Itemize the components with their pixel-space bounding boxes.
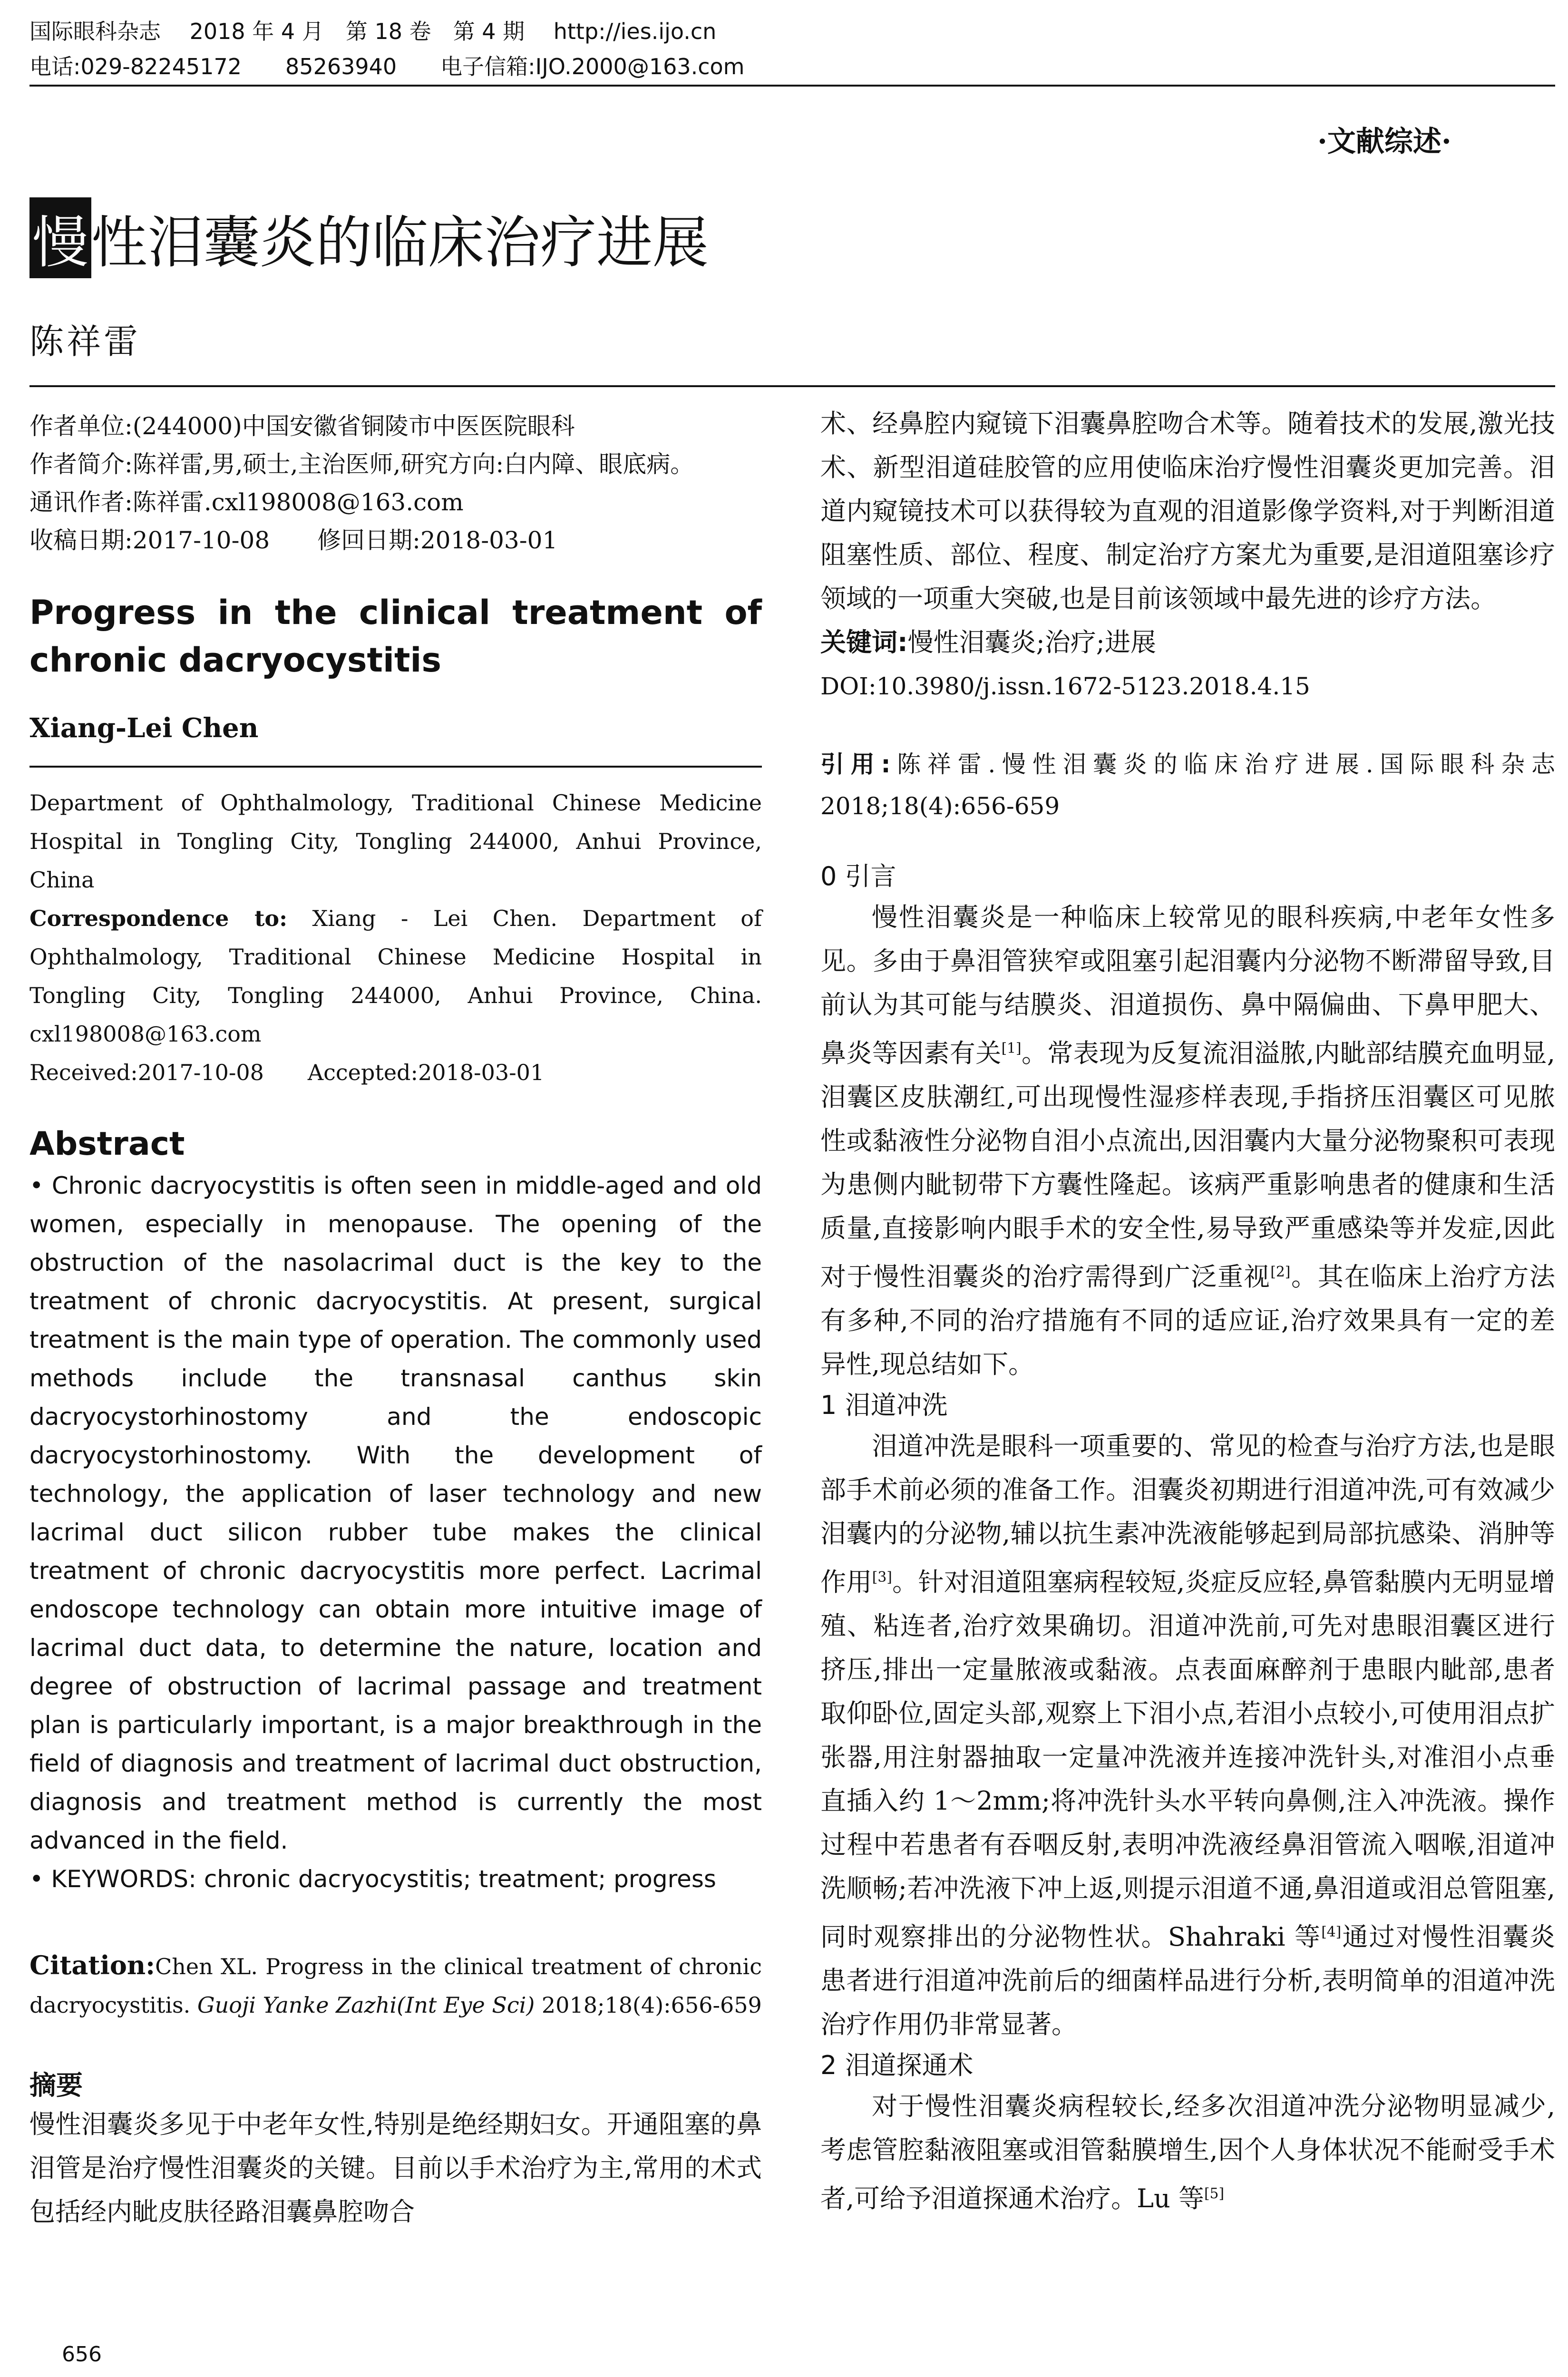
author-cn: 陈祥雷 (29, 321, 141, 361)
correspondence-en-text: Xiang - Lei Chen. Department of Ophthalmology, Traditional Chinese Medicine Hospital in Tongling City, Tongling 244000, Anhui Province, China. cxl198008@163.com (29, 906, 762, 1047)
dates-cn: 收稿日期:2017-10-08 修回日期:2018-03-01 (29, 526, 558, 554)
author-en: Xiang-Lei Chen (29, 712, 259, 744)
para-text: 通过对慢性泪囊炎患者进行泪道冲洗前后的细菌样品进行分析,表明简单的泪道冲洗治疗作用仍非常显著。 (820, 1922, 1555, 2039)
para-text: 对于慢性泪囊炎病程较长,经多次泪道冲洗分泌物明显减少,考虑管腔黏液阻塞或泪管黏膜增生,因个人身体状况不能耐受手术者,可给予泪道探通术治疗。Lu 等 (820, 2091, 1555, 2213)
body-sections (820, 857, 1555, 2221)
citation-en-label: Citation: (29, 1950, 156, 1980)
citation-en-journal: Guoji Yanke Zazhi(Int Eye Sci) (197, 1992, 535, 2018)
citation-ref: [2] (1270, 1264, 1291, 1280)
dept-en: Department of Ophthalmology, Traditional Chinese Medicine Hospital in Tongling City, Tongling 244000, Anhui Province, China (29, 790, 762, 893)
correspondence-en (29, 899, 762, 1053)
citation-en (29, 1946, 762, 2025)
zhaiyao-heading: 摘要 (29, 2070, 83, 2101)
citation-cn (820, 743, 1555, 827)
citation-cn-label: 引用: (820, 750, 891, 778)
meta-cn (29, 407, 762, 559)
para-text: 泪道冲洗是眼科一项重要的、常见的检查与治疗方法,也是眼部手术前必须的准备工作。泪囊炎初期进行泪道冲洗,可有效减少泪囊内的分泌物,辅以抗生素冲洗液能够起到局部抗感染、消肿等作用 (820, 1431, 1555, 1597)
abstract-text: • Chronic dacryocystitis is often seen in middle-aged and old women, especially in menopause. The opening of the obstruction of the nasolacrimal duct is the key to the treatment of chronic dacryocystitis. At present, surgical treatment is the main type of operation. The commonly used methods include the transnasal canthus skin dacryocystorhinostomy and the endoscopic dacryocystorhinostomy. With the development of technology, the application of laser technology and new lacrimal duct silicon rubber tube makes the clinical treatment of chronic dacryocystitis more perfect. Lacrimal endoscope technology can obtain more intuitive image of lacrimal duct data, to determine the nature, location and degree of obstruction of lacrimal passage and treatment plan is particularly important, is a major breakthrough in the field of diagnosis and treatment of lacrimal duct obstruction, diagnosis and treatment method is currently the most advanced in the field. (29, 1172, 762, 1854)
para-text: 慢性泪囊炎是一种临床上较常见的眼科疾病,中老年女性多见。多由于鼻泪管狭窄或阻塞引起泪囊内分泌物不断滞留导致,目前认为其可能与结膜炎、泪道损伤、鼻中隔偏曲、下鼻甲肥大、鼻炎等因素有关 (820, 902, 1555, 1068)
keywords-cn-label: 关键词: (820, 627, 908, 657)
author-bio-cn: 作者简介:陈祥雷,男,硕士,主治医师,研究方向:白内障、眼底病。 (29, 450, 694, 478)
citation-en-text-a: Chen XL. Progress in the clinical treatment of chronic dacryocystitis. (29, 1954, 762, 2018)
doi: DOI:10.3980/j.issn.1672-5123.2018.4.15 (820, 672, 1310, 700)
section-0 (820, 857, 1555, 1386)
citation-ref: [5] (1204, 2185, 1225, 2202)
citation-ref: [3] (872, 1569, 892, 1586)
para-text: 。常表现为反复流泪溢脓,内眦部结膜充血明显,泪囊区皮肤潮红,可出现慢性湿疹样表现,手指挤压泪囊区可见脓性或黏液性分泌物自泪小点流出,因泪囊内大量分泌物聚积可表现为患侧内眦韧带下方囊性隆起。该病严重影响患者的健康和生活质量,直接影响内眼手术的安全性,易导致严重感染等并发症,因此对于慢性泪囊炎的治疗需得到广泛重视 (820, 1038, 1555, 1292)
journal-header-line1: 国际眼科杂志 2018 年 4 月 第 18 卷 第 4 期 http://ies.ijo.cn (29, 19, 717, 44)
citation-en-text-b: 2018;18(4):656-659 (535, 1992, 762, 2018)
para-text: 。其在临床上治疗方法有多种,不同的治疗措施有不同的适应证,治疗效果具有一定的差异性,现总结如下。 (820, 1262, 1556, 1379)
section-heading: 1 泪道冲洗 (820, 1390, 948, 1420)
page-title (29, 197, 709, 278)
affiliation-en (29, 784, 762, 1092)
section-1 (820, 1386, 1555, 2046)
page-number: 656 (62, 2342, 102, 2367)
section-2 (820, 2046, 1555, 2221)
section-paragraph (820, 896, 1555, 1386)
zhaiyao-body-left: 慢性泪囊炎多见于中老年女性,特别是绝经期妇女。开通阻塞的鼻泪管是治疗慢性泪囊炎的关键。目前以手术治疗为主,常用的术式包括经内眦皮肤径路泪囊鼻腔吻合 (29, 2109, 762, 2227)
citation-ref: [4] (1321, 1924, 1342, 1940)
zhaiyao-body-right: 术、经鼻腔内窥镜下泪囊鼻腔吻合术等。随着技术的发展,激光技术、新型泪道硅胶管的应用使临床治疗慢性泪囊炎更加完善。泪道内窥镜技术可以获得较为直观的泪道影像学资料,对于判断泪道阻塞性质、部位、程度、制定治疗方案尤为重要,是泪道阻塞诊疗领域的一项重大突破,也是目前该领域中最先进的诊疗方法。 (820, 409, 1555, 614)
abstract-keywords: • KEYWORDS: chronic dacryocystitis; treatment; progress (29, 1865, 716, 1893)
keywords-cn-text: 慢性泪囊炎;治疗;进展 (907, 627, 1156, 657)
section-paragraph (820, 1424, 1555, 2046)
affiliation-cn: 作者单位:(244000)中国安徽省铜陵市中医医院眼科 (29, 412, 575, 440)
header-divider (29, 85, 1555, 87)
right-column (820, 402, 1555, 2221)
correspondence-en-label: Correspondence to: (29, 906, 288, 931)
citation-ref: [1] (1001, 1040, 1022, 1057)
dates-en: Received:2017-10-08 Accepted:2018-03-01 (29, 1060, 545, 1085)
section-heading: 0 引言 (820, 861, 896, 891)
abstract-heading: Abstract (29, 1125, 185, 1163)
citation-cn-text: 陈祥雷.慢性泪囊炎的临床治疗进展.国际眼科杂志 2018;18(4):656-659 (820, 750, 1555, 820)
title-rest: 性泪囊炎的临床治疗进展 (91, 210, 709, 275)
para-text: 。针对泪道阻塞病程较短,炎症反应轻,鼻管黏膜内无明显增殖、粘连者,治疗效果确切。泪道冲洗前,可先对患眼泪囊区进行挤压,排出一定量脓液或黏液。点表面麻醉剂于患眼内眦部,患者取仰卧位,固定头部,观察上下泪小点,若泪小点较小,可使用泪点扩张器,用注射器抽取一定量冲洗液并连接冲洗针头,对准泪小点垂直插入约 1～2mm;将冲洗针头水平转向鼻侧,注入冲洗液。操作过程中若患者有吞咽反射,表明冲洗液经鼻泪管流入咽喉,泪道冲洗顺畅;若冲洗液下冲上返,则提示泪道不通,鼻泪道或泪总管阻塞,同时观察排出的分泌物性状。Shahraki 等 (820, 1567, 1556, 1952)
abstract-body (29, 1167, 762, 1899)
title-divider (29, 385, 1555, 387)
section-heading: 2 泪道探通术 (820, 2050, 974, 2080)
title-en: Progress in the clinical treatment of chronic dacryocystitis (29, 593, 762, 680)
journal-header-line2: 电话:029-82245172 85263940 电子信箱:IJO.2000@163.com (29, 54, 745, 79)
section-paragraph (820, 2085, 1555, 2221)
left-column (29, 407, 762, 2234)
keywords-cn (820, 621, 1555, 664)
section-tag: ·文献综述· (1317, 125, 1451, 158)
author-en-divider (29, 766, 762, 768)
correspondence-cn: 通讯作者:陈祥雷.cxl198008@163.com (29, 488, 464, 516)
title-first-char: 慢 (29, 197, 91, 278)
